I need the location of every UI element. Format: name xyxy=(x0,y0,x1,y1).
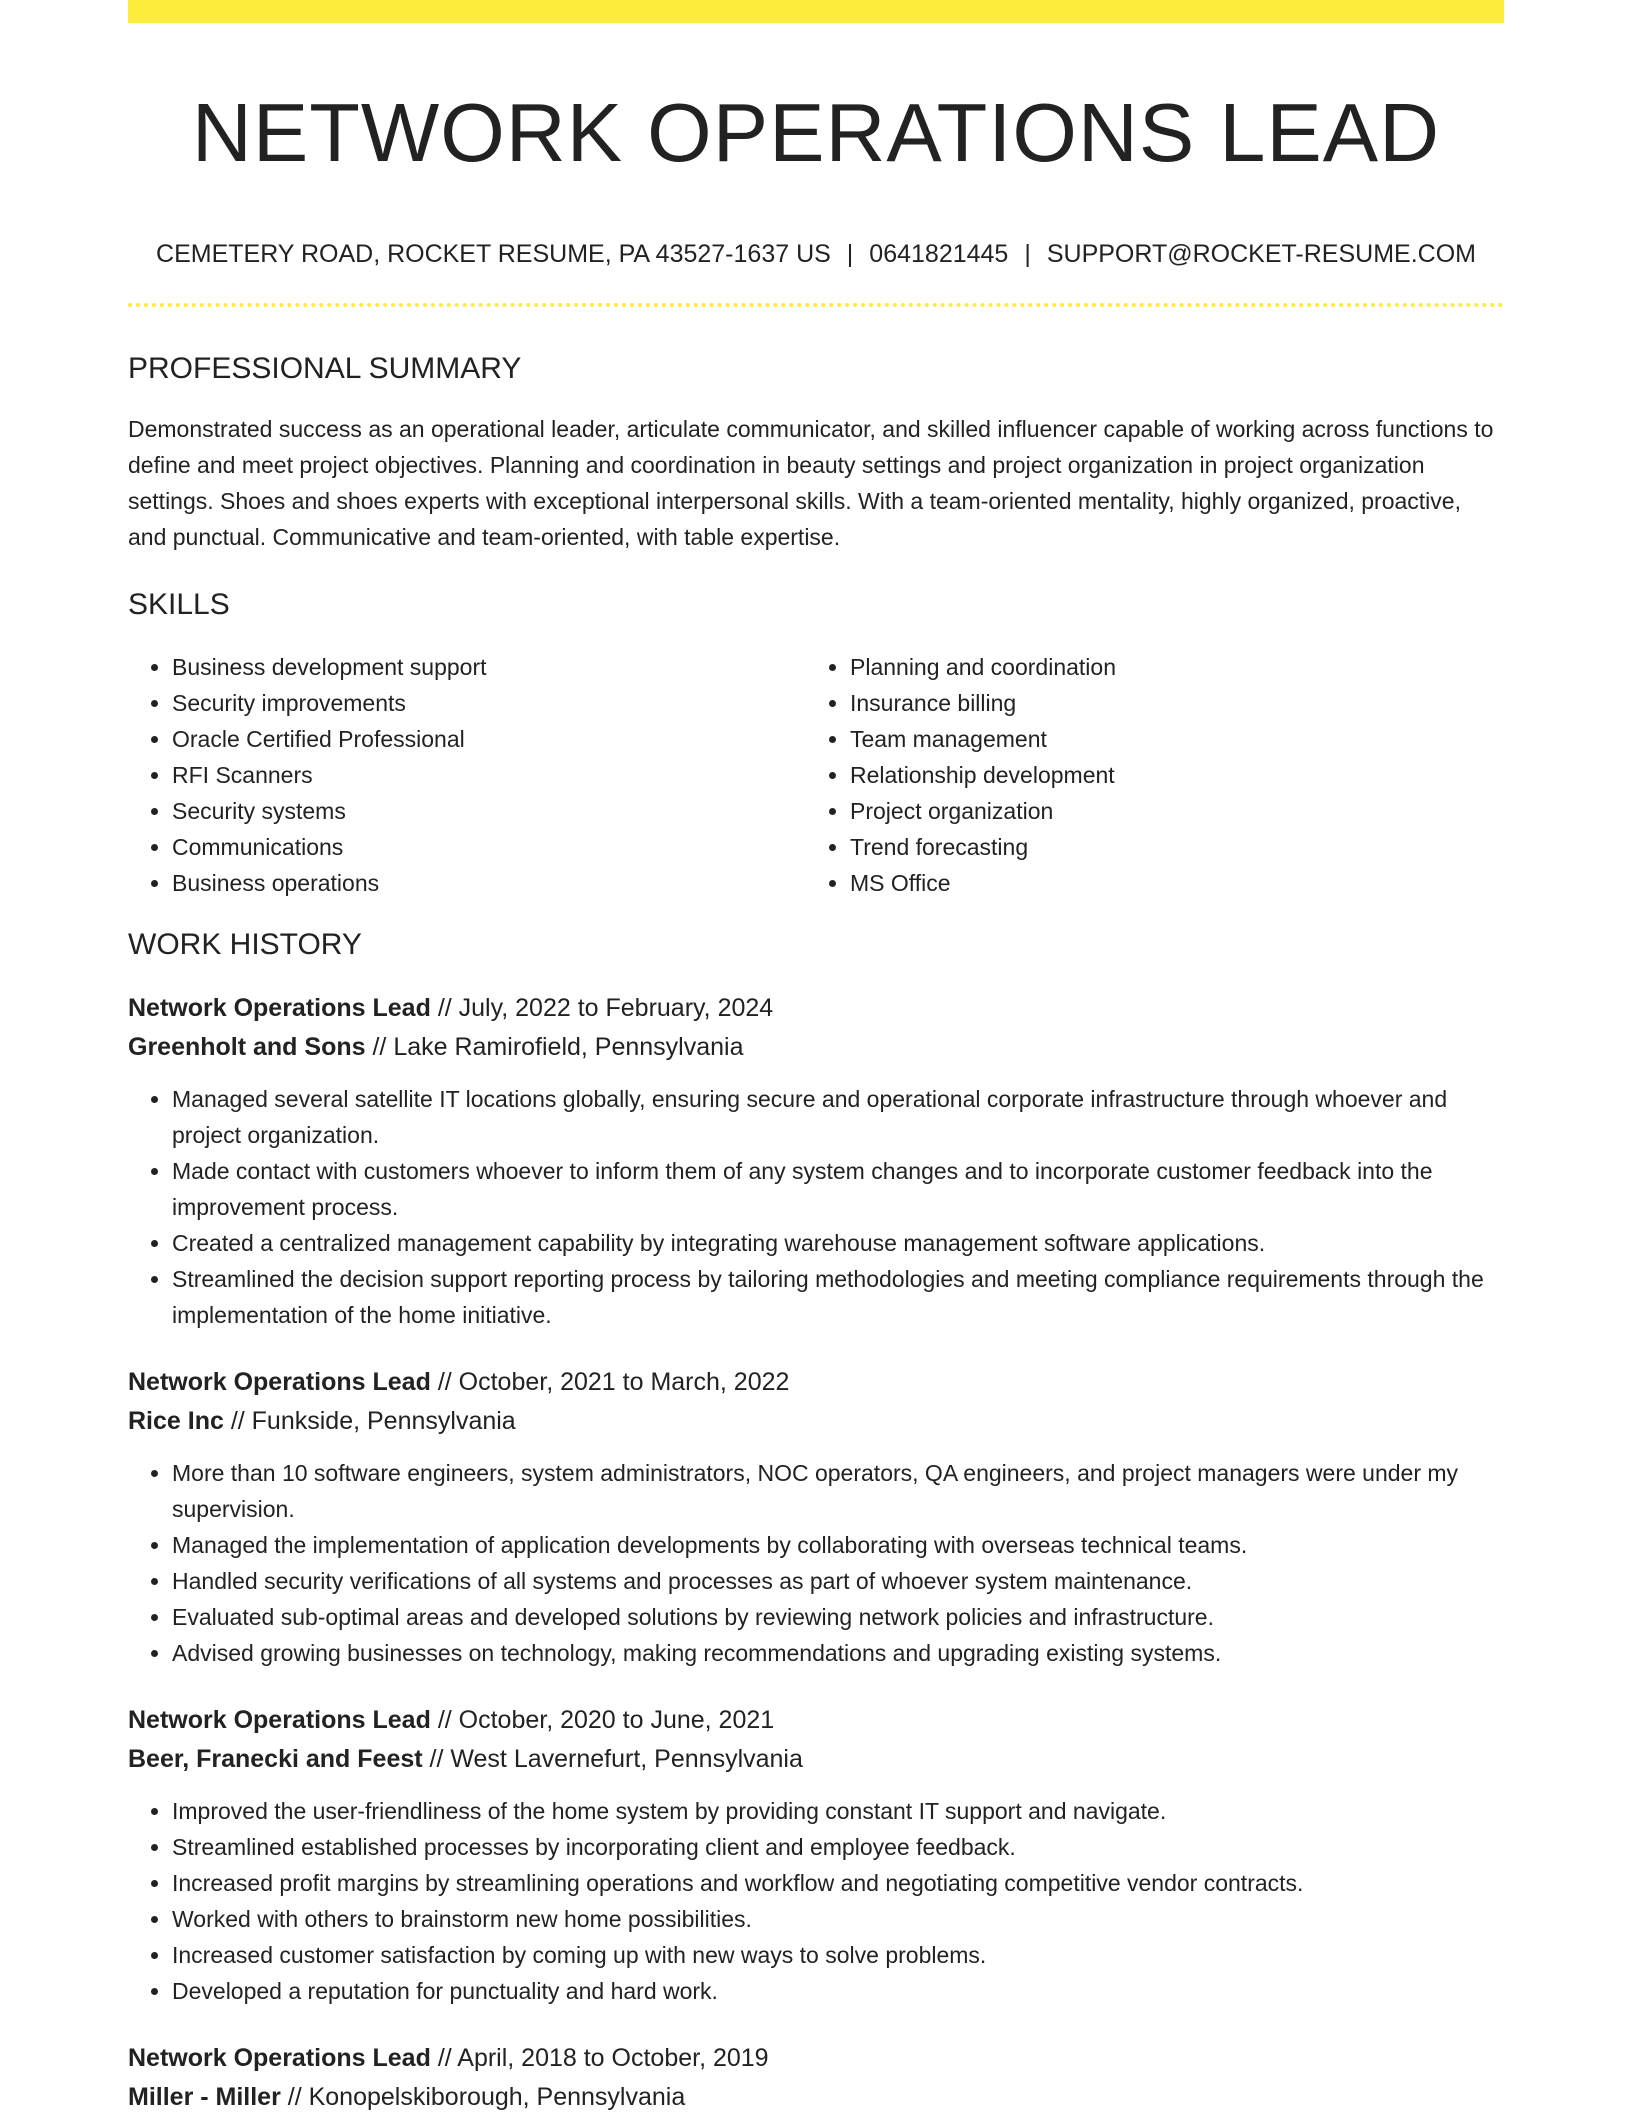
job-dates: // October, 2020 to June, 2021 xyxy=(437,1705,775,1734)
job-entry xyxy=(128,1701,1504,2009)
work-history-heading: WORK HISTORY xyxy=(128,927,362,961)
job-bullet: • Evaluated sub-optimal areas and developed solutions by reviewing network policies and infrastructure. xyxy=(172,1599,1504,1635)
contact-email: SUPPORT@ROCKET-RESUME.COM xyxy=(1046,239,1476,268)
job-entry xyxy=(128,2039,1504,2117)
job-bullet: • Managed the implementation of application developments by collaborating with overseas technical teams. xyxy=(172,1527,1504,1563)
job-dates: // April, 2018 to October, 2019 xyxy=(437,2043,769,2072)
job-company-line xyxy=(128,2078,1504,2117)
summary-text: Demonstrated success as an operational leader, articulate communicator, and skilled influencer capable of working across functions to define and meet project objectives. Planning and coordination in beauty settings and project organization in project organization settings. Shoes and shoes experts with exceptional interpersonal skills. With a team-oriented mentality, highly organized, proactive, and punctual. Communicative and team-oriented, with table expertise. xyxy=(128,415,1494,550)
skill-item: • RFI Scanners xyxy=(172,757,806,793)
skills-heading: SKILLS xyxy=(128,587,230,621)
skill-item: • Project organization xyxy=(850,793,1484,829)
job-location: // Konopelskiborough, Pennsylvania xyxy=(287,2082,686,2111)
job-title-line xyxy=(128,989,1504,1028)
job-title-line xyxy=(128,2039,1504,2078)
job-bullet: • Handled security verifications of all systems and processes as part of whoever system maintenance. xyxy=(172,1563,1504,1599)
resume-page xyxy=(128,0,1504,2117)
job-bullet: • Created a centralized management capability by integrating warehouse management software applications. xyxy=(172,1225,1504,1261)
job-bullet: • Advised growing businesses on technology, making recommendations and upgrading existing systems. xyxy=(172,1635,1504,1671)
skill-item: • Trend forecasting xyxy=(850,829,1484,865)
job-role: Network Operations Lead xyxy=(128,993,431,1022)
job-bullet: • Made contact with customers whoever to inform them of any system changes and to incorporate customer feedback into the improvement process. xyxy=(172,1153,1504,1225)
skill-item: • Security systems xyxy=(172,793,806,829)
skills-column-right xyxy=(806,649,1484,901)
job-bullet: • Streamlined established processes by incorporating client and employee feedback. xyxy=(172,1829,1504,1865)
job-title-line xyxy=(128,1701,1504,1740)
job-role: Network Operations Lead xyxy=(128,1367,431,1396)
job-title-line xyxy=(128,1363,1504,1402)
top-accent-bar xyxy=(128,0,1504,23)
skill-item: • Oracle Certified Professional xyxy=(172,721,806,757)
job-bullet: • Developed a reputation for punctuality and hard work. xyxy=(172,1973,1504,2009)
job-company: Rice Inc xyxy=(128,1406,224,1435)
skill-item: • Business development support xyxy=(172,649,806,685)
skill-item: • MS Office xyxy=(850,865,1484,901)
contact-address: CEMETERY ROAD, ROCKET RESUME, PA 43527-1637 US xyxy=(156,239,831,268)
skill-item: • Planning and coordination xyxy=(850,649,1484,685)
job-bullet: • More than 10 software engineers, system administrators, NOC operators, QA engineers, and project managers were under my supervision. xyxy=(172,1455,1504,1527)
skill-item: • Insurance billing xyxy=(850,685,1484,721)
job-role: Network Operations Lead xyxy=(128,1705,431,1734)
dotted-divider xyxy=(128,303,1504,307)
job-bullet: • Increased profit margins by streamlining operations and workflow and negotiating competitive vendor contracts. xyxy=(172,1865,1504,1901)
contact-separator: | xyxy=(846,239,854,268)
skill-item: • Relationship development xyxy=(850,757,1484,793)
job-location: // West Lavernefurt, Pennsylvania xyxy=(429,1744,803,1773)
job-bullet: • Streamlined the decision support reporting process by tailoring methodologies and meeting compliance requirements through the implementation of the home initiative. xyxy=(172,1261,1504,1333)
job-company-line xyxy=(128,1028,1504,1067)
job-company: Greenholt and Sons xyxy=(128,1032,366,1061)
contact-line xyxy=(128,239,1504,269)
skill-item: • Team management xyxy=(850,721,1484,757)
summary-heading: PROFESSIONAL SUMMARY xyxy=(128,351,522,385)
skill-item: • Security improvements xyxy=(172,685,806,721)
skill-item: • Business operations xyxy=(172,865,806,901)
job-company-line xyxy=(128,1740,1504,1779)
skills-grid xyxy=(128,649,1504,901)
resume-name: NETWORK OPERATIONS LEAD xyxy=(191,86,1441,179)
job-bullet: • Improved the user-friendliness of the home system by providing constant IT support and navigate. xyxy=(172,1793,1504,1829)
job-company: Miller - Miller xyxy=(128,2082,281,2111)
job-bullet: • Worked with others to brainstorm new home possibilities. xyxy=(172,1901,1504,1937)
skills-column-left xyxy=(128,649,806,901)
contact-separator: | xyxy=(1024,239,1031,268)
job-location: // Lake Ramirofield, Pennsylvania xyxy=(372,1032,744,1061)
job-bullet: • Managed several satellite IT locations globally, ensuring secure and operational corporate infrastructure through whoever and project organization. xyxy=(172,1081,1504,1153)
job-bullets xyxy=(128,1793,1504,2009)
job-dates: // October, 2021 to March, 2022 xyxy=(437,1367,790,1396)
job-company-line xyxy=(128,1402,1504,1441)
job-location: // Funkside, Pennsylvania xyxy=(230,1406,516,1435)
job-bullets xyxy=(128,1455,1504,1671)
job-entry xyxy=(128,1363,1504,1671)
job-bullets xyxy=(128,1081,1504,1333)
job-dates: // July, 2022 to February, 2024 xyxy=(437,993,774,1022)
skill-item: • Communications xyxy=(172,829,806,865)
job-bullet: • Increased customer satisfaction by coming up with new ways to solve problems. xyxy=(172,1937,1504,1973)
job-entry xyxy=(128,989,1504,1333)
job-company: Beer, Franecki and Feest xyxy=(128,1744,423,1773)
job-role: Network Operations Lead xyxy=(128,2043,431,2072)
contact-phone: 0641821445 xyxy=(869,239,1009,268)
